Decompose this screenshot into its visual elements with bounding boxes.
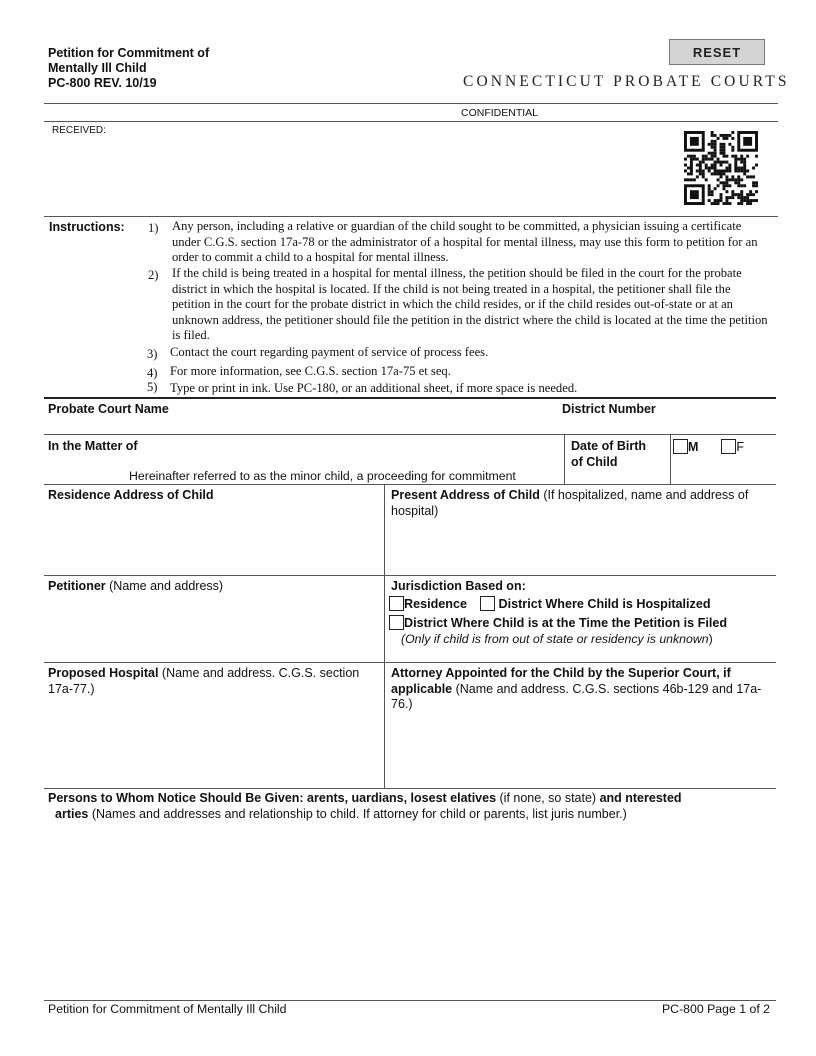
form-title-line1: Petition for Commitment of bbox=[48, 46, 210, 60]
location-note-text: (Only if child is from out of state or residency is unknown bbox=[401, 632, 709, 646]
attorney-label bbox=[391, 666, 771, 713]
instruction-item: Type or print in ink. Use PC-180, or an additional sheet, if more space is needed. bbox=[170, 381, 578, 395]
petitioner-label bbox=[48, 579, 223, 595]
footer-form-title: Petition for Commitment of Mentally Ill Child bbox=[48, 1002, 287, 1016]
sex-f-label: F bbox=[736, 440, 745, 454]
proposed-hospital-note: (Name and address. C.G.S. section 17a-77.) bbox=[48, 666, 360, 696]
present-address-field[interactable] bbox=[386, 522, 774, 574]
district-number-label: District Number bbox=[562, 402, 656, 416]
attorney-note: (Name and address. C.G.S. sections 46b-129 and 17a-76.) bbox=[391, 681, 762, 711]
divider bbox=[44, 1000, 776, 1001]
instruction-item: For more information, see C.G.S. section 17a-75 et seq. bbox=[170, 364, 451, 378]
persons-notice-bold: Persons to Whom Notice Should Be Given: arents, uardians, losest elatives bbox=[48, 791, 497, 805]
divider bbox=[44, 121, 778, 122]
sex-m-checkbox[interactable] bbox=[673, 439, 688, 454]
petitioner-note: (Name and address) bbox=[105, 579, 224, 593]
persons-notice-label bbox=[48, 791, 773, 822]
form-number: PC-800 REV. 10/19 bbox=[48, 76, 157, 90]
residence-address-field[interactable] bbox=[44, 505, 382, 573]
divider bbox=[44, 216, 778, 217]
jurisdiction-label: Jurisdiction Based on: bbox=[391, 579, 526, 593]
qr-code-icon bbox=[684, 131, 758, 205]
divider bbox=[44, 434, 776, 435]
petitioner-field[interactable] bbox=[44, 596, 382, 660]
sex-f-checkbox[interactable] bbox=[721, 439, 736, 454]
instruction-number: 2) bbox=[148, 268, 159, 282]
hospitalized-option-label: District Where Child is Hospitalized bbox=[498, 597, 711, 611]
divider bbox=[384, 484, 385, 788]
persons-notice-line2-note: (Names and addresses and relationship to child. If attorney for child or parents, list juris number.) bbox=[88, 806, 627, 821]
jurisdiction-options-row1 bbox=[389, 596, 711, 613]
hospitalized-checkbox[interactable] bbox=[480, 596, 495, 611]
residence-address-label: Residence Address of Child bbox=[48, 488, 214, 502]
persons-notice-field[interactable] bbox=[44, 826, 776, 996]
received-label: RECEIVED: bbox=[52, 125, 106, 136]
reset-button[interactable]: RESET bbox=[669, 39, 765, 65]
location-option-label: District Where Child is at the Time the Petition is Filed bbox=[404, 616, 728, 630]
divider bbox=[44, 484, 776, 485]
form-title-line2: Mentally Ill Child bbox=[48, 61, 147, 75]
confidential-label: CONFIDENTIAL bbox=[461, 107, 539, 119]
divider bbox=[670, 434, 671, 484]
sex-m-label: M bbox=[688, 440, 699, 454]
hereinafter-text: Hereinafter referred to as the minor child, a proceeding for commitment bbox=[129, 469, 516, 483]
probate-court-name-label: Probate Court Name bbox=[48, 402, 169, 416]
divider bbox=[44, 575, 776, 576]
instruction-item: Any person, including a relative or guardian of the child sought to be committed, a physician issuing a certificate under C.G.S. section 17a-78 or the administrator of a hospital for mental illness, may use this form to petition for an order to commit a child to a hospital for mental illness. bbox=[172, 219, 758, 265]
footer-page-number: PC-800 Page 1 of 2 bbox=[661, 1002, 770, 1016]
sex-options bbox=[673, 439, 744, 456]
instructions-label: Instructions: bbox=[49, 220, 125, 234]
attorney-bold: Attorney Appointed for the Child by the Superior Court, if applicable bbox=[391, 666, 731, 696]
instruction-item: Contact the court regarding payment of service of process fees. bbox=[170, 345, 489, 359]
proposed-hospital-bold: Proposed Hospital bbox=[48, 666, 159, 680]
divider bbox=[44, 662, 776, 663]
present-address-bold: Present Address of Child bbox=[391, 488, 540, 502]
instruction-number: 5) bbox=[147, 380, 158, 394]
instruction-item: If the child is being treated in a hospital for mental illness, the petition should be filed in the court for the probate district in which the hospital is located. If the child is not being treated in a hospital, the petitioner shall file the petition in the court for the probate district in which the child resides, or if the child resides out-of-state or at an unknown address, the petitioner should file the petition in the district where the child is located at the time the petition is filed. bbox=[172, 266, 768, 343]
divider bbox=[564, 434, 565, 484]
petitioner-bold: Petitioner bbox=[48, 579, 106, 593]
persons-notice-mid: (if none, so state) bbox=[496, 791, 600, 805]
in-the-matter-of-label: In the Matter of bbox=[48, 439, 138, 453]
location-checkbox[interactable] bbox=[389, 615, 404, 630]
attorney-field[interactable] bbox=[386, 716, 774, 786]
date-of-birth-label bbox=[571, 439, 646, 470]
persons-notice-bold2: and nterested bbox=[599, 791, 682, 805]
instruction-number: 3) bbox=[147, 347, 158, 361]
location-option-note bbox=[401, 632, 713, 648]
residence-option-label: Residence bbox=[404, 597, 467, 611]
probate-court-field[interactable] bbox=[44, 399, 776, 433]
date-of-birth-text: Date of Birth bbox=[571, 439, 646, 453]
form-title bbox=[48, 46, 209, 91]
court-name: CONNECTICUT PROBATE COURTS bbox=[463, 73, 790, 90]
divider bbox=[44, 788, 776, 789]
residence-checkbox[interactable] bbox=[389, 596, 404, 611]
persons-notice-line2-bold: arties bbox=[55, 806, 89, 821]
jurisdiction-options-row2 bbox=[389, 615, 727, 632]
instruction-number: 1) bbox=[148, 221, 159, 235]
instruction-number: 4) bbox=[147, 366, 158, 380]
proposed-hospital-label bbox=[48, 666, 382, 697]
of-child-text: of Child bbox=[571, 454, 618, 469]
divider bbox=[44, 103, 778, 104]
location-note-paren: ) bbox=[708, 632, 713, 646]
present-address-note: (If hospitalized, name and address of hospital) bbox=[391, 488, 749, 518]
present-address-label bbox=[391, 488, 771, 519]
proposed-hospital-field[interactable] bbox=[44, 700, 382, 786]
